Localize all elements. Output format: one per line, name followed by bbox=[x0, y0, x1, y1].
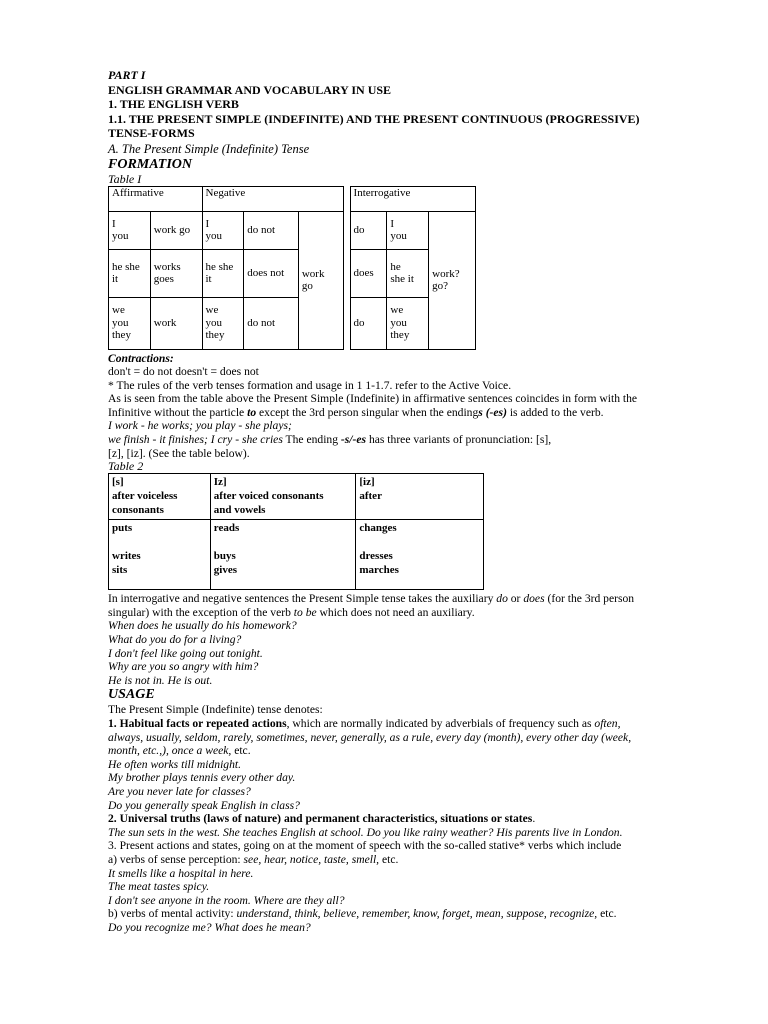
table-cell: does not bbox=[244, 249, 299, 297]
example-sentence: I don't see anyone in the room. Where are they all? bbox=[108, 893, 345, 907]
table-header-cell: [s] after voiceless consonants bbox=[109, 474, 211, 520]
table-cell: I you bbox=[109, 211, 151, 249]
example-sentence: Why are you so angry with him? bbox=[108, 660, 259, 674]
formation-heading: FORMATION bbox=[108, 156, 193, 172]
table-cell: he she it bbox=[387, 249, 429, 297]
example-sentence: He often works till midnight. bbox=[108, 757, 241, 771]
table-cell: do not bbox=[244, 297, 299, 349]
part-heading: PART I bbox=[108, 68, 146, 82]
table-cell: work bbox=[150, 297, 202, 349]
table-cell: work go bbox=[150, 211, 202, 249]
table-cell: he she it bbox=[202, 249, 244, 297]
example-sentence: Do you recognize me? What does he mean? bbox=[108, 920, 311, 934]
table-cell: work go bbox=[298, 211, 343, 349]
example-sentence: I work - he works; you play - she plays; bbox=[108, 419, 292, 433]
example-sentence: What do you do for a living? bbox=[108, 633, 242, 647]
table1-caption: Table I bbox=[108, 171, 142, 186]
example-sentence: The meat tastes spicy. bbox=[108, 880, 210, 894]
subsection-heading: A. The Present Simple (Indefinite) Tense bbox=[108, 141, 310, 156]
table2-caption: Table 2 bbox=[108, 459, 144, 474]
contractions-text: don't = do not doesn't = does not bbox=[108, 365, 259, 379]
table-cell: work? go? bbox=[429, 211, 476, 349]
document-page bbox=[108, 68, 708, 935]
usage-point-2: 2. Universal truths (laws of nature) and permanent characteristics, situations or states. bbox=[108, 812, 536, 826]
example-sentence: Do you generally speak English in class? bbox=[108, 798, 300, 812]
table-cell: reads buys gives bbox=[210, 520, 356, 590]
example-sentence: When does he usually do his homework? bbox=[108, 619, 297, 633]
example-sentence: Are you never late for classes? bbox=[108, 784, 251, 798]
usage-point-1: 1. Habitual facts or repeated actions, which are normally indicated by adverbials of frequency such as often, bbox=[108, 717, 621, 730]
section-heading-line2: TENSE-FORMS bbox=[108, 126, 195, 140]
contractions-heading: Contractions: bbox=[108, 351, 174, 365]
table-cell: works goes bbox=[150, 249, 202, 297]
col-header-affirmative: Affirmative bbox=[109, 186, 203, 211]
body-paragraph: we finish - it finishes; I cry - she cries The ending -s/-es has three variants of pronunciation: [s], bbox=[108, 433, 552, 447]
table-cell: do bbox=[350, 297, 387, 349]
body-paragraph: As is seen from the table above the Present Simple (Indefinite) in affirmative sentences coincides in form with the bbox=[108, 392, 638, 406]
section-heading-line1: 1.1. THE PRESENT SIMPLE (INDEFINITE) AND THE PRESENT CONTINUOUS (PROGRESSIVE) bbox=[108, 111, 640, 126]
example-sentence: The sun sets in the west. She teaches English at school. Do you like rainy weather? His parents live in London. bbox=[108, 825, 623, 839]
table-cell: we you they bbox=[202, 297, 244, 349]
table-cell: puts writes sits bbox=[109, 520, 211, 590]
adverbials-list: month, etc.,), once a week, etc. bbox=[108, 744, 251, 758]
table-cell: do not bbox=[244, 211, 299, 249]
usage-point-3a: a) verbs of sense perception: see, hear, notice, taste, smell, etc. bbox=[108, 852, 399, 866]
example-sentence: I don't feel like going out tonight. bbox=[108, 646, 263, 660]
table-cell: do bbox=[350, 211, 387, 249]
table-cell: changes dresses marches bbox=[356, 520, 484, 590]
table-cell: I you bbox=[202, 211, 244, 249]
footnote-active-voice: * The rules of the verb tenses formation and usage in 1 1-1.7. refer to the Active Voice. bbox=[108, 378, 512, 392]
table-cell: we you they bbox=[109, 297, 151, 349]
usage-point-3: 3. Present actions and states, going on at the moment of speech with the so-called stative* verbs which include bbox=[108, 839, 622, 853]
table-cell: does bbox=[350, 249, 387, 297]
example-sentence: My brother plays tennis every other day. bbox=[108, 771, 296, 785]
body-paragraph: singular) with the exception of the verb to be which does not need an auxiliary. bbox=[108, 605, 475, 619]
formation-table bbox=[108, 186, 476, 350]
table-header-cell: [iz] after bbox=[356, 474, 484, 520]
table-header-cell: Iz] after voiced consonants and vowels bbox=[210, 474, 356, 520]
chapter-heading: 1. THE ENGLISH VERB bbox=[108, 97, 239, 111]
table-cell: we you they bbox=[387, 297, 429, 349]
table-cell: I you bbox=[387, 211, 429, 249]
body-paragraph: The Present Simple (Indefinite) tense denotes: bbox=[108, 703, 323, 717]
body-paragraph: Infinitive without the particle to except the 3rd person singular when the endings (-es) is added to the verb. bbox=[108, 405, 604, 419]
col-header-interrogative: Interrogative bbox=[350, 186, 475, 211]
book-title: ENGLISH GRAMMAR AND VOCABULARY IN USE bbox=[108, 82, 392, 97]
adverbials-list: always, usually, seldom, rarely, sometimes, never, generally, as a rule, every day (month), every other day (week, bbox=[108, 730, 632, 744]
body-paragraph: [z], [iz]. (See the table below). bbox=[108, 446, 250, 460]
body-paragraph: In interrogative and negative sentences the Present Simple tense takes the auxiliary do or does (for the 3rd person bbox=[108, 592, 635, 606]
usage-point-3b: b) verbs of mental activity: understand, think, believe, remember, know, forget, mean, suppose, recognize, etc. bbox=[108, 907, 617, 921]
usage-heading: USAGE bbox=[108, 687, 155, 703]
example-sentence: He is not in. He is out. bbox=[108, 673, 213, 687]
example-sentence: It smells like a hospital in here. bbox=[108, 866, 254, 880]
col-header-negative: Negative bbox=[202, 186, 343, 211]
table-cell: he she it bbox=[109, 249, 151, 297]
pronunciation-table bbox=[108, 473, 484, 590]
